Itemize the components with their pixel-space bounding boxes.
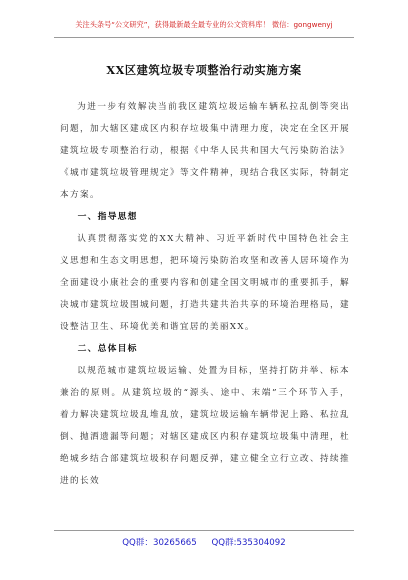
footer-qq-group-1: QQ群：30265665 <box>122 538 197 548</box>
header-note: 关注头条号“公文研究”，获得最新最全最专业的公文资料库！ 微信：gongwenyj <box>75 20 333 29</box>
footer-qq-group-2: QQ群:535304092 <box>211 538 286 548</box>
section-heading-overall-goal: 二、总体目标 <box>77 344 138 354</box>
section-heading-guiding-ideology: 一、指导思想 <box>77 212 138 222</box>
overall-goal-paragraph: 以规范城市建筑垃圾运输、处置为目标，坚持打防并举、标本兼治的原则。从建筑垃圾的“源头、途中、末端”三个环节入手，着力解决建筑垃圾乱堆乱放，建筑垃圾运输车辆带泥上路、私拉乱倒、抛洒遗漏等问题；对辖区建成区内积存建筑垃圾集中清理，杜绝城乡结合部建筑垃圾积存问题反弹，建立健全立行立改、持续推进的长效 <box>60 366 350 486</box>
page-title: XX区建筑垃圾专项整治行动实施方案 <box>106 63 302 77</box>
header-divider <box>54 37 354 38</box>
guiding-ideology-paragraph: 认真贯彻落实党的XX大精神、习近平新时代中国特色社会主义思想和生态文明思想，把环境污染防治攻坚和改善人居环境作为全面建设小康社会的重要内容和创建全国文明城市的重要抓手，解决城市建筑垃圾围城问题，打造共建共治共享的环境治理格局，建设整洁卫生、环境优美和谐宜居的美丽XX。 <box>60 234 350 332</box>
intro-paragraph: 为进一步有效解决当前我区建筑垃圾运输车辆私拉乱倒等突出问题，加大辖区建成区内积存垃圾集中清理力度，决定在全区开展建筑垃圾专项整治行动，根据《中华人民共和国大气污染防治法》《城市建筑垃圾管理规定》等文件精神，现结合我区实际，特制定本方案。 <box>60 102 350 200</box>
document-body <box>60 96 350 492</box>
footer <box>0 537 408 549</box>
footer-divider <box>54 530 354 531</box>
